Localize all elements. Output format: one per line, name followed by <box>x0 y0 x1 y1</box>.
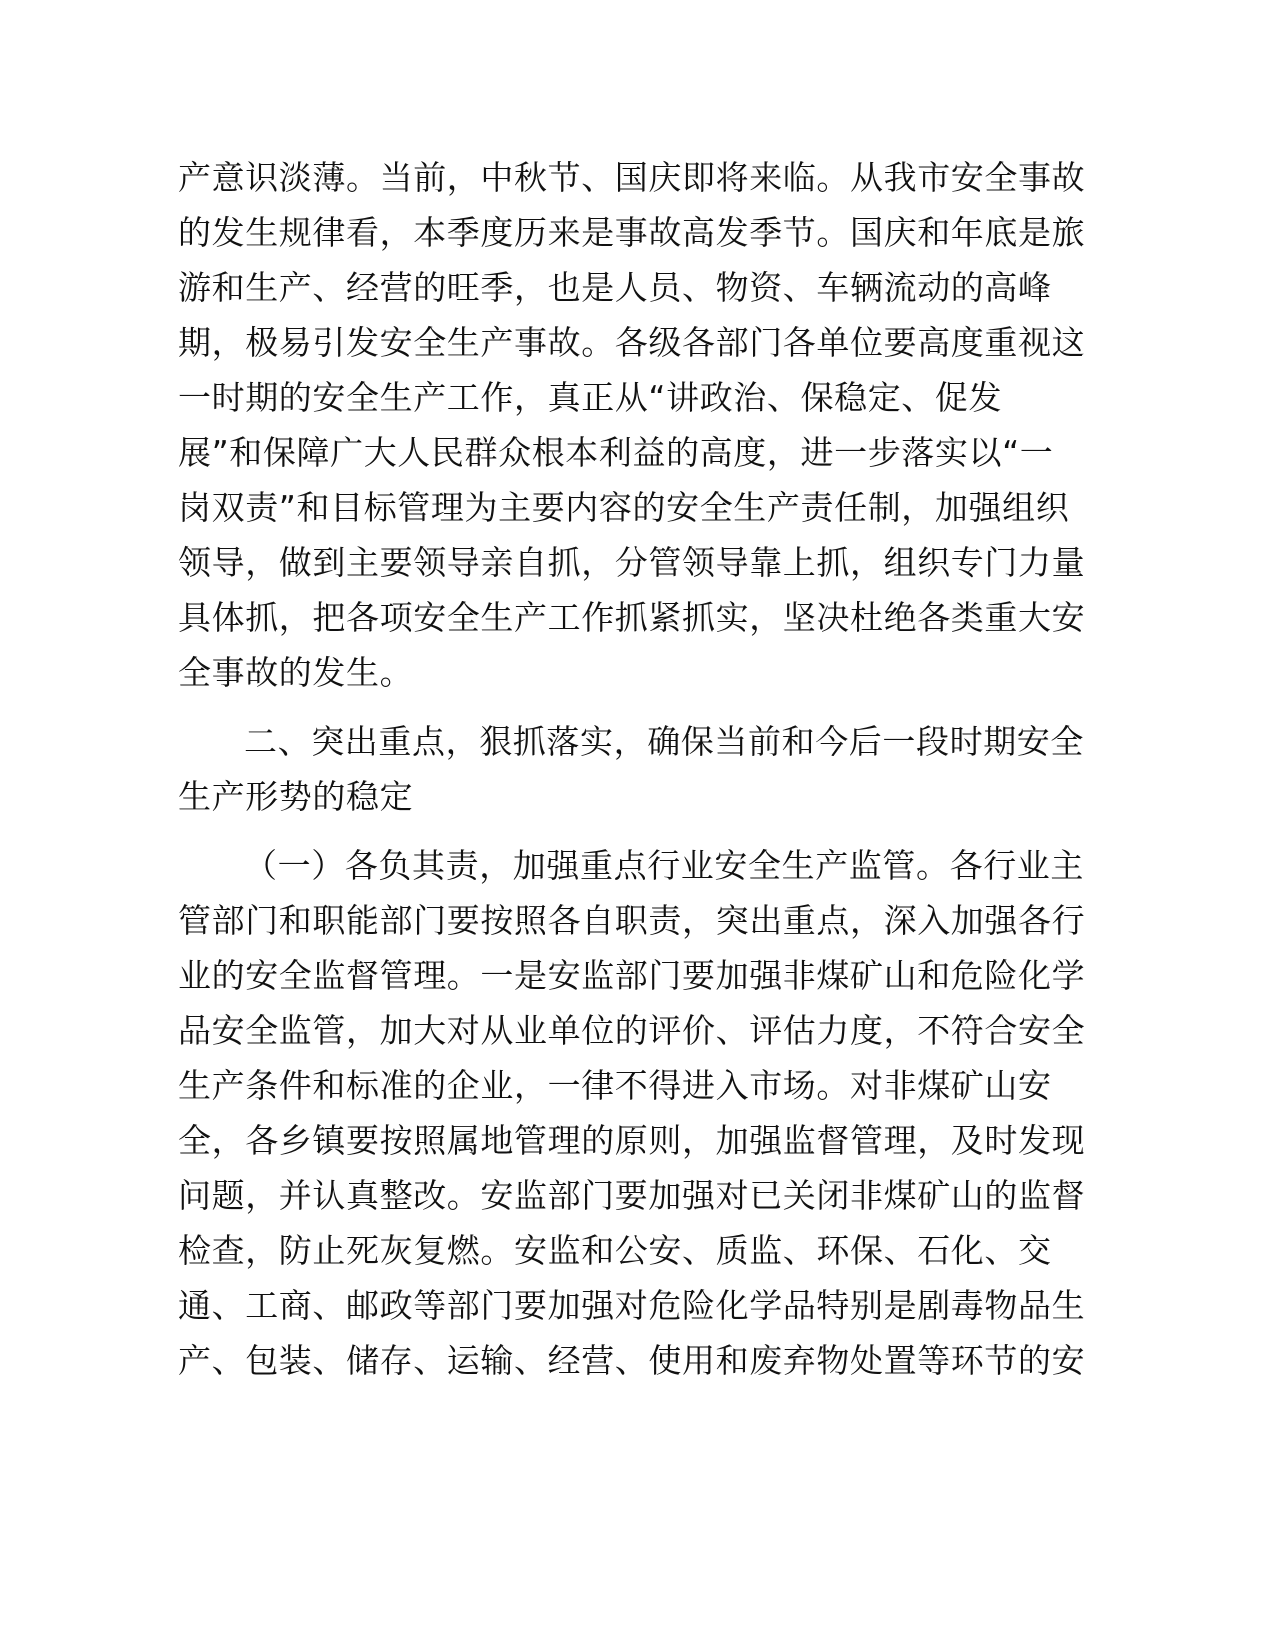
text-line: 期，极易引发安全生产事故。各级各部门各单位要高度重视这 <box>178 323 1086 362</box>
text-line: 产、包装、储存、运输、经营、使用和废弃物处置等环节的安 <box>178 1341 1086 1380</box>
text-line: 管部门和职能部门要按照各自职责，突出重点，深入加强各行 <box>178 901 1086 940</box>
text-line: 领导，做到主要领导亲自抓，分管领导靠上抓，组织专门力量 <box>178 543 1086 582</box>
text-line: 业的安全监督管理。一是安监部门要加强非煤矿山和危险化学 <box>178 956 1086 995</box>
text-line: 检查，防止死灰复燃。安监和公安、质监、环保、石化、交 <box>178 1231 1052 1270</box>
text-line: 的发生规律看，本季度历来是事故高发季节。国庆和年底是旅 <box>178 213 1086 252</box>
text-line: 二、突出重点，狠抓落实，确保当前和今后一段时期安全 <box>244 722 1084 761</box>
text-line: 岗双责”和目标管理为主要内容的安全生产责任制，加强组织 <box>178 488 1070 527</box>
paragraph-continuation <box>178 150 1086 700</box>
text-line: 通、工商、邮政等部门要加强对危险化学品特别是剧毒物品生 <box>178 1286 1086 1325</box>
text-line: 全事故的发生。 <box>178 653 414 692</box>
text-line: 游和生产、经营的旺季，也是人员、物资、车辆流动的高峰 <box>178 268 1052 307</box>
text-line: 产意识淡薄。当前，中秋节、国庆即将来临。从我市安全事故 <box>178 158 1086 197</box>
document-body <box>178 150 1086 1388</box>
text-line: （一）各负其责，加强重点行业安全生产监管。各行业主 <box>244 846 1084 885</box>
text-line: 具体抓，把各项安全生产工作抓紧抓实，坚决杜绝各类重大安 <box>178 598 1086 637</box>
text-line: 品安全监管，加大对从业单位的评价、评估力度，不符合安全 <box>178 1011 1086 1050</box>
section-heading <box>178 714 1084 824</box>
text-line: 一时期的安全生产工作，真正从“讲政治、保稳定、促发 <box>178 378 1003 417</box>
paragraph-subsection-1 <box>178 838 1086 1388</box>
text-line: 问题，并认真整改。安监部门要加强对已关闭非煤矿山的监督 <box>178 1176 1086 1215</box>
text-line: 生产形势的稳定 <box>178 777 414 816</box>
text-line: 全，各乡镇要按照属地管理的原则，加强监督管理，及时发现 <box>178 1121 1086 1160</box>
text-line: 展”和保障广大人民群众根本利益的高度，进一步落实以“一 <box>178 433 1054 472</box>
text-line: 生产条件和标准的企业，一律不得进入市场。对非煤矿山安 <box>178 1066 1052 1105</box>
